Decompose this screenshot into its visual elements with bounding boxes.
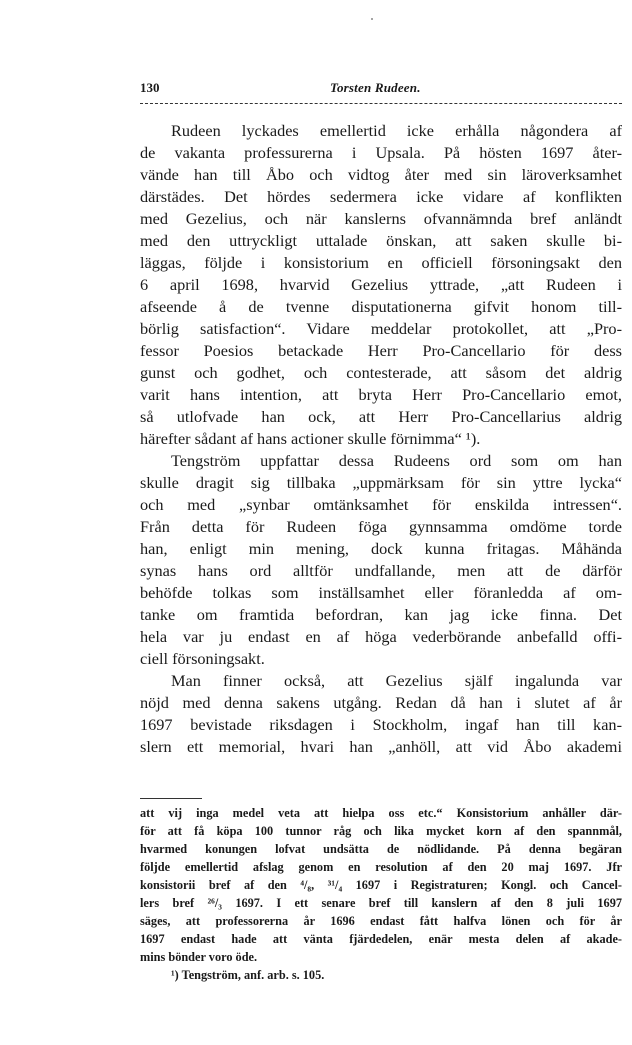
text-line: synas hans ord alltför undfallande, men att de därför xyxy=(140,561,622,580)
text-line: gunst och godhet, och contesterade, att såsom det aldrig xyxy=(140,363,622,382)
text-line: tanke om framtida befordran, kan jag icke finna. Det xyxy=(140,605,622,624)
text-line: så utlofvade han ock, att Herr Pro-Cancellarius aldrig xyxy=(140,407,622,426)
footnote-line: 1697 endast hade att vänta fjärdedelen, enär mesta delen af akade- xyxy=(140,932,622,946)
text-line: han, enligt min mening, dock kunna fritagas. Måhända xyxy=(140,539,622,558)
text-line: härefter sådant af hans actioner skulle förnimma“ ¹). xyxy=(140,429,481,448)
footnote-line: mins bönder voro öde. xyxy=(140,950,258,964)
footnote-line: för att få köpa 100 tunnor råg och lika mycket korn af den spannmål, xyxy=(140,824,622,838)
text-line: Man finner också, att Gezelius själf ingalunda var xyxy=(171,671,622,690)
text-line: vände han till Åbo och vidtog åter med sin läroverksamhet xyxy=(140,165,622,184)
footnote-line: konsistorii bref af den ⁴/₈, ³¹/₄ 1697 i Registraturen; Kongl. och Cancel- xyxy=(140,878,622,892)
paragraph xyxy=(140,450,622,670)
text-line: nöjd med denna sakens utgång. Redan då han i slutet af år xyxy=(140,693,622,712)
text-line: 1697 bevistade riksdagen i Stockholm, ingaf han till kan- xyxy=(140,715,622,734)
text-line: och med „synbar omtänksamhet för enskilda intressen“. xyxy=(140,495,622,514)
text-line: med den uttryckligt uttalade önskan, att saken skulle bi- xyxy=(140,231,622,250)
header-rule xyxy=(140,103,622,104)
footnote-line: att vij inga medel veta att hielpa oss etc.“ Konsistorium anhåller där- xyxy=(140,806,622,820)
footnote-continuation xyxy=(140,804,622,966)
text-line: afseende å de tvenne disputationerna gifvit honom till- xyxy=(140,297,622,316)
text-line: ciell försoningsakt. xyxy=(140,649,265,668)
text-line: Från detta för Rudeen föga gynnsamma omdöme torde xyxy=(140,517,622,536)
text-line: slern ett memorial, hvari han „anhöll, att vid Åbo akademi xyxy=(140,737,622,756)
running-head: Torsten Rudeen. xyxy=(330,80,421,95)
paragraph xyxy=(140,120,622,450)
footnote-1: ¹) Tengström, anf. arb. s. 105. xyxy=(171,968,325,982)
footnote-line: hvarmed konungen lofvat undsätta de nödlidande. På denna begäran xyxy=(140,842,622,856)
text-line: skulle dragit sig tillbaka „uppmärksam för sin yttre lycka“ xyxy=(140,473,622,492)
text-line: de vakanta professurerna i Upsala. På hösten 1697 åter- xyxy=(140,143,622,162)
text-line: läggas, följde i konsistorium en officiell försoningsakt den xyxy=(140,253,622,272)
text-line: därstädes. Det hördes sedermera icke vidare af konflikten xyxy=(140,187,622,206)
text-line: börlig satisfaction“. Vidare meddelar protokollet, att „Pro- xyxy=(140,319,622,338)
footnotes xyxy=(140,804,622,984)
footnote-line: säges, att professorerna år 1696 endast fått halfva lönen och för år xyxy=(140,914,622,928)
text-line: 6 april 1698, hvarvid Gezelius yttrade, „att Rudeen i xyxy=(140,275,622,294)
text-line: Rudeen lyckades emellertid icke erhålla någondera af xyxy=(171,121,622,140)
text-line: behöfde tolkas som inställsamhet eller föranledda af om- xyxy=(140,583,622,602)
text-line: varit hans intention, att bryta Herr Pro-Cancellario emot, xyxy=(140,385,622,404)
footnote-rule xyxy=(140,798,202,799)
footnote-line: lers bref ²⁶/₃ 1697. I ett senare bref till kanslern af den 8 juli 1697 xyxy=(140,896,622,910)
speck-mark xyxy=(371,18,373,20)
page-number: 130 xyxy=(140,80,160,95)
text-line: med Gezelius, och när kanslerns ofvannämnda bref anländt xyxy=(140,209,622,228)
text-line: hela var ju endast en af höga vederbörande anbefalld offi- xyxy=(140,627,622,646)
paragraph xyxy=(140,670,622,758)
footnote-line: följde emellertid afslag genom en resolution af den 20 maj 1697. Jfr xyxy=(140,860,622,874)
page-header xyxy=(140,80,622,102)
text-line: fessor Poesios betackade Herr Pro-Cancellario för dess xyxy=(140,341,622,360)
body-text xyxy=(140,120,622,758)
text-line: Tengström uppfattar dessa Rudeens ord som om han xyxy=(171,451,622,470)
